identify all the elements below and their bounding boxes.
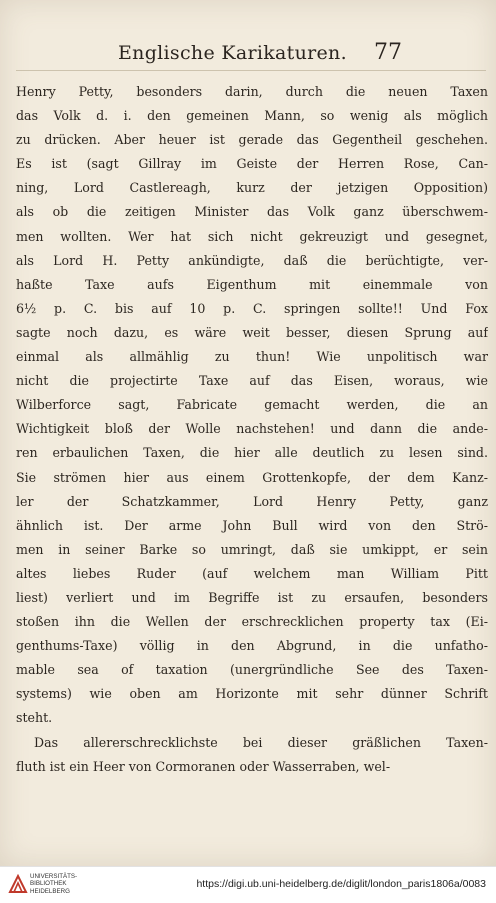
text-line: stoßen ihn die Wellen der erschrecklichen property tax (Ei- <box>16 614 488 630</box>
text-line: steht. <box>16 710 53 726</box>
text-line: das Volk d. i. den gemeinen Mann, so wenig als möglich <box>16 108 488 124</box>
text-line: zu drücken. Aber heuer ist gerade das Gegentheil geschehen. <box>16 132 488 148</box>
text-line: genthums-Taxe) völlig in den Abgrund, in die unfatho- <box>16 638 488 654</box>
text-line: sagte noch dazu, es wäre weit besser, diesen Sprung auf <box>16 324 488 340</box>
text-line: nicht die projectirte Taxe auf das Eisen, woraus, wie <box>16 373 488 389</box>
text-line: ren erbaulichen Taxen, die hier alle deutlich zu lesen sind. <box>16 445 488 461</box>
text-line: Wichtigkeit bloß der Wolle nachstehen! und dann die andе- <box>16 421 488 437</box>
running-title: Englische Karikaturen. <box>118 42 347 64</box>
text-line: ähnlich ist. Der arme John Bull wird von den Strö- <box>16 517 488 533</box>
header-rule <box>16 70 486 71</box>
text-line: Henry Petty, besonders darin, durch die neuen Taxen <box>16 84 488 99</box>
text-line: 6½ p. C. bis auf 10 p. C. springen sollte!! Und Fox <box>16 300 488 316</box>
text-line: ning, Lord Castlereagh, kurz der jetzigen Opposition) <box>16 180 488 196</box>
page-number: 77 <box>374 40 402 65</box>
university-logo-icon <box>8 874 28 894</box>
text-line: haßte Taxe aufs Eigenthum mit einemmale von <box>16 276 488 292</box>
text-line: fluth ist ein Heer von Cormoranen oder Wasserraben, wel- <box>16 758 391 774</box>
text-line: men wollten. Wer hat sich nicht gekreuzigt und gesegnet, <box>16 228 488 244</box>
text-line: ler der Schatzkammer, Lord Henry Petty, ganz <box>16 493 488 509</box>
library-name: UNIVERSITÄTS- BIBLIOTHEK HEIDELBERG <box>30 873 78 895</box>
body-text <box>16 80 488 779</box>
text-line: altes liebes Ruder (auf welchem man William Pitt <box>16 565 488 581</box>
text-line: Sie strömen hier aus einem Grottenkopfe, der dem Kanz- <box>16 469 488 485</box>
footer-bar <box>0 866 496 903</box>
running-header <box>0 38 496 72</box>
source-url[interactable]: https://digi.ub.uni-heidelberg.de/diglit/london_paris1806a/0083 <box>196 878 486 890</box>
text-line: systems) wie oben am Horizonte mit sehr dünner Schrift <box>16 686 488 702</box>
text-line: einmal als allmählig zu thun! Wie unpolitisch war <box>16 349 488 365</box>
text-line: Wilberforce sagt, Fabricate gemacht werden, die an <box>16 397 488 413</box>
text-line: als ob die zeitigen Minister das Volk ganz überschwem- <box>16 204 488 220</box>
text-line: Das allererschrecklichste bei dieser gräßlichen Taxen- <box>34 734 488 750</box>
text-line: mable sea of taxation (unergründliche See des Taxen- <box>16 662 488 678</box>
text-line: men in seiner Barke so umringt, daß sie umkippt, er sein <box>16 541 488 557</box>
text-line: liest) verliert und im Begriffe ist zu ersaufen, besonders <box>16 589 488 605</box>
text-line: Es ist (sagt Gillray im Geiste der Herren Rose, Can- <box>16 156 488 172</box>
text-line: als Lord H. Petty ankündigte, daß die berüchtigte, ver- <box>16 252 488 268</box>
